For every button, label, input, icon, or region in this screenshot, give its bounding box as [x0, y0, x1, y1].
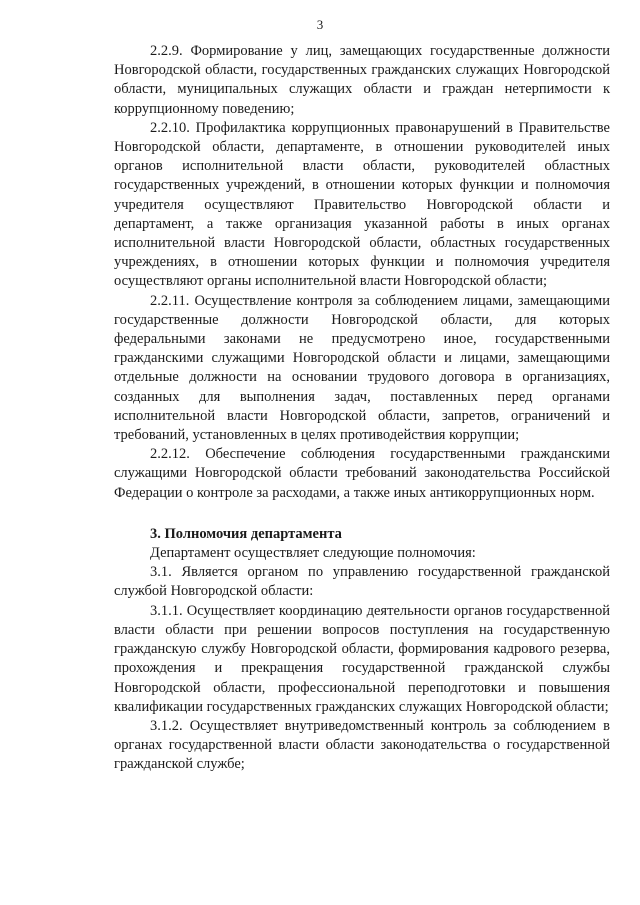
document-body: [114, 42, 610, 775]
paragraph-3-1: 3.1. Является органом по управлению государственной гражданской службой Новгородской области:: [114, 564, 610, 600]
paragraph-3-1-2: 3.1.2. Осуществляет внутриведомственный контроль за соблюдением в органах государственной власти области законодательства о государственной гражданской службе;: [114, 717, 610, 773]
page-number: 3: [316, 17, 324, 32]
paragraph-2-2-10: 2.2.10. Профилактика коррупционных правонарушений в Правительстве Новгородской области, департаменте, в отношении руководителей иных органов исполнительной власти области, руководителей областных государственных учреждений, в отношении которых функции и полномочия учредителя осуществляют Правительство Новгородской области и департамент, а также организация указанной работы в иных органах исполнительной власти Новгородской области, областных государственных учреждениях, в отношении которых функции и полномочия учредителя осуществляют органы исполнительной власти Новгородской области;: [114, 119, 610, 290]
paragraph-2-2-11: 2.2.11. Осуществление контроля за соблюдением лицами, замещающими государственные должности Новгородской области, для которых федеральными законами не предусмотрено иное, государственными гражданскими служащими Новгородской области и лицами, замещающими отдельные должности на основании трудового договора в организациях, созданных для выполнения задач, поставленных перед органами исполнительной власти Новгородской области, запретов, ограничений и требований, установленных в целях противодействия коррупции;: [114, 292, 610, 444]
paragraph-2-2-12: 2.2.12. Обеспечение соблюдения государственными гражданскими служащими Новгородской области требований законодательства Российской Федерации о контроле за расходами, а также иных антикоррупционных норм.: [114, 446, 610, 501]
section-3-intro: Департамент осуществляет следующие полномочия:: [150, 545, 476, 562]
paragraph-3-1-1: 3.1.1. Осуществляет координацию деятельности органов государственной власти области при решении вопросов поступления на государственную гражданскую службу Новгородской области, формирования кадрового резерва, прохождения и прекращения государственной гражданской службы Новгородской области, профессиональной переподготовки и повышения квалификации государственных гражданских служащих Новгородской области;: [114, 602, 610, 715]
section-3-heading: 3. Полномочия департамента: [150, 525, 342, 542]
paragraph-2-2-9: 2.2.9. Формирование у лиц, замещающих государственные должности Новгородской области, государственных гражданских служащих Новгородской области, муниципальных служащих области и граждан нетерпимости к коррупционному поведению;: [114, 43, 610, 117]
